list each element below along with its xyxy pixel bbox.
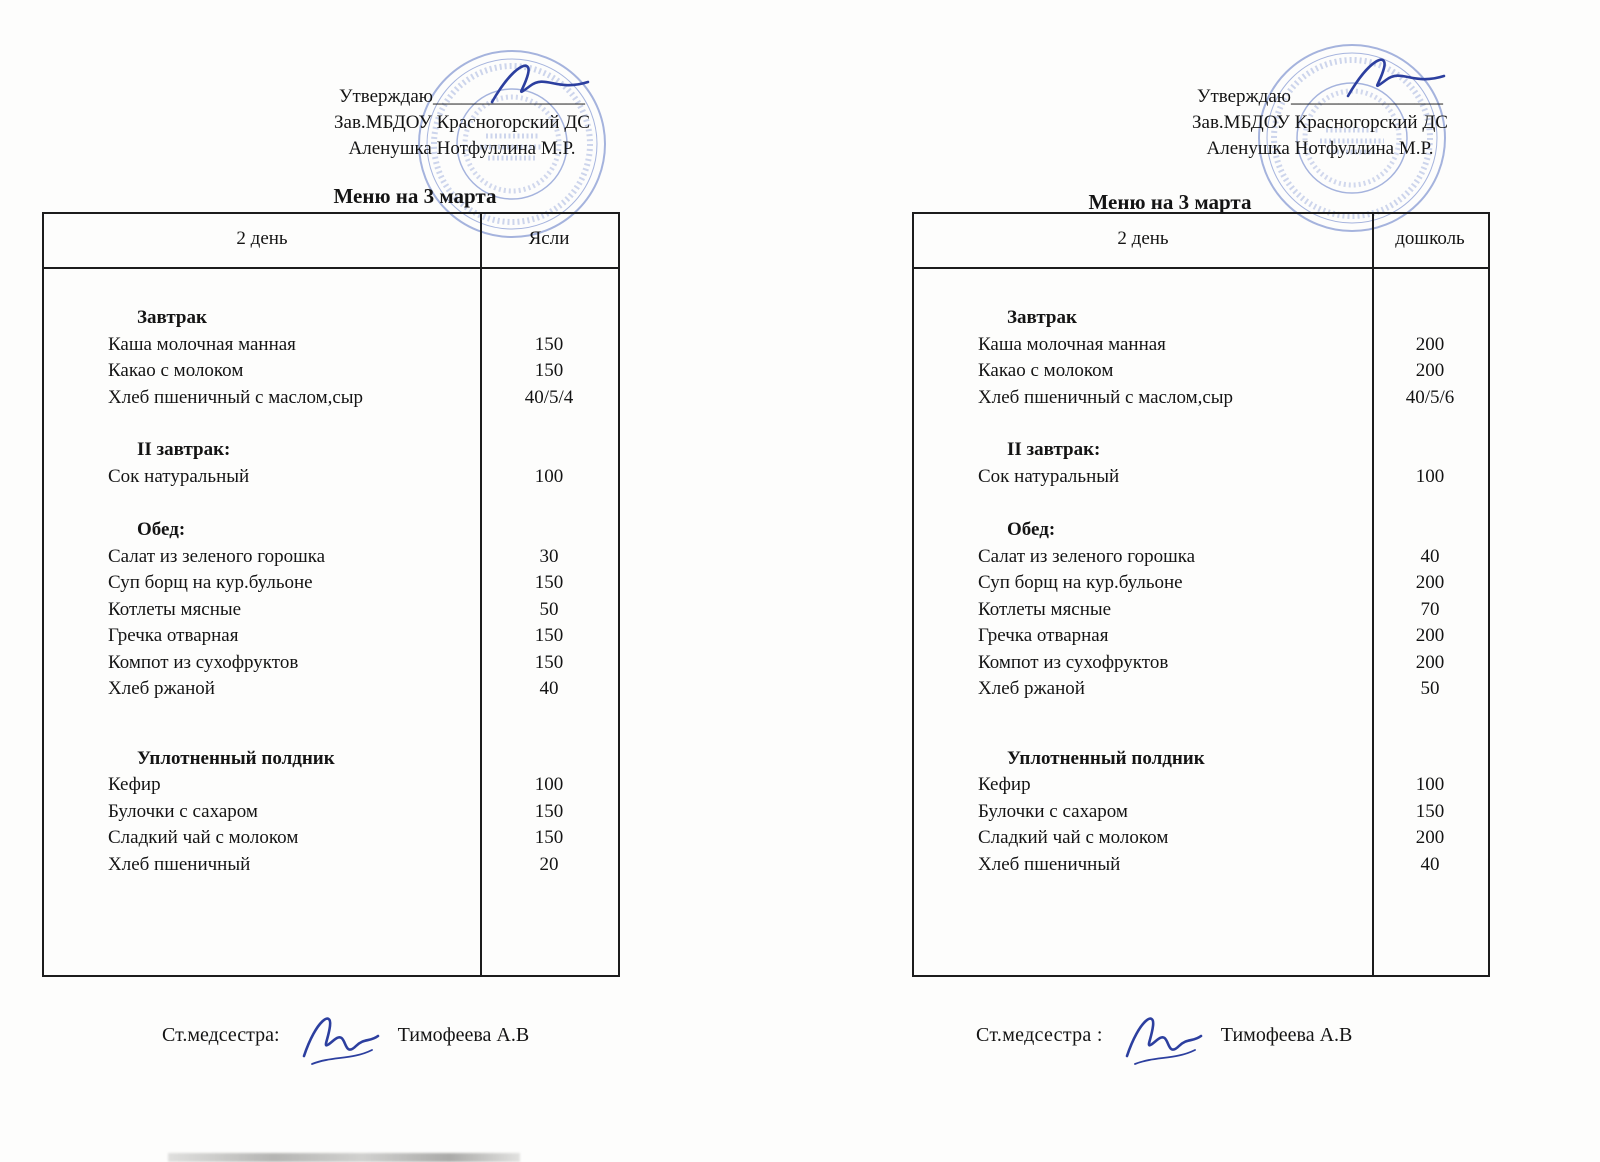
section-heading: Уплотненный полдник: [137, 747, 335, 769]
menu-item-row: [914, 650, 1488, 677]
portion-value: 200: [1415, 360, 1445, 381]
nurse-name: Тимофеева А.В: [397, 1023, 530, 1046]
scan-artifact: [168, 1153, 520, 1162]
menu-item-row: [44, 544, 618, 571]
portion-value: 200: [1415, 651, 1445, 673]
menu-item-row: [44, 852, 618, 879]
dish-name: Сок натуральный: [108, 465, 250, 487]
menu-item-row: [914, 332, 1488, 359]
menu-item-row: [914, 358, 1488, 385]
menu-item-row: [914, 623, 1488, 650]
menu-section: [914, 437, 1488, 490]
dish-name: Хлеб пшеничный: [978, 853, 1121, 875]
portion-value: 50: [1420, 678, 1440, 699]
portion-value: 100: [534, 465, 564, 487]
menu-page-nursery: [42, 0, 620, 1162]
menu-item-row: [914, 544, 1488, 571]
portion-value: 200: [1415, 827, 1445, 848]
dish-name: Сладкий чай с молоком: [108, 827, 299, 848]
section-heading: Завтрак: [137, 307, 207, 328]
approval-line: Утверждаю________________: [339, 86, 585, 107]
dish-name: Хлеб ржаной: [978, 678, 1085, 699]
menu-section: [914, 517, 1488, 703]
portion-value: 40/5/4: [524, 386, 574, 408]
dish-name: Компот из сухофруктов: [978, 651, 1169, 673]
portion-value: 100: [1415, 465, 1445, 487]
dish-name: Кефир: [108, 774, 161, 795]
dish-name: Котлеты мясные: [108, 598, 242, 620]
portion-value: 200: [1415, 572, 1445, 593]
portion-value: 150: [534, 572, 564, 593]
menu-item-row: [914, 825, 1488, 852]
menu-table-body: [44, 269, 618, 878]
portion-value: 150: [534, 651, 564, 673]
dish-name: Гречка отварная: [978, 625, 1109, 646]
portion-value: 40: [1420, 545, 1440, 567]
dish-name: Хлеб ржаной: [108, 678, 215, 699]
menu-item-row: [44, 623, 618, 650]
approval-signature-icon: [1340, 50, 1450, 109]
portion-value: 50: [539, 598, 559, 620]
portion-value: 200: [1415, 333, 1445, 355]
menu-item-row: [44, 358, 618, 385]
dish-name: Хлеб пшеничный: [108, 853, 251, 875]
portion-value: 150: [534, 625, 564, 646]
dish-name: Каша молочная манная: [978, 333, 1166, 355]
dish-name: Каша молочная манная: [108, 333, 296, 355]
approval-signature-icon: [484, 56, 594, 115]
dish-name: Котлеты мясные: [978, 598, 1112, 620]
nurse-signature-row: [976, 1000, 1352, 1070]
portion-value: 40: [1420, 853, 1440, 875]
dish-name: Какао с молоком: [108, 360, 244, 381]
portion-value: 150: [534, 800, 564, 822]
menu-item-row: [44, 464, 618, 491]
nurse-label: Ст.медсестра :: [976, 1023, 1103, 1046]
table-header-row: [44, 214, 618, 269]
menu-item-row: [914, 385, 1488, 412]
menu-item-row: [44, 799, 618, 826]
menu-item-row: [44, 570, 618, 597]
menu-page-preschool: [912, 0, 1490, 1162]
dish-name: Суп борщ на кур.бульоне: [108, 572, 313, 593]
menu-section: [44, 437, 618, 490]
menu-section: [44, 746, 618, 879]
section-heading: Завтрак: [1007, 307, 1077, 328]
nurse-signature-row: [162, 1000, 529, 1070]
nurse-name: Тимофеева А.В: [1220, 1023, 1353, 1046]
dish-name: Салат из зеленого горошка: [108, 545, 326, 567]
menu-item-row: [914, 570, 1488, 597]
nurse-signature-icon: [1119, 1006, 1205, 1076]
menu-item-row: [44, 825, 618, 852]
dish-name: Компот из сухофруктов: [108, 651, 299, 673]
table-header-row: [914, 214, 1488, 269]
menu-section: [44, 305, 618, 411]
portion-value: 150: [534, 827, 564, 848]
menu-section: [914, 746, 1488, 879]
portion-value: 150: [1415, 800, 1445, 822]
portion-value: 150: [534, 360, 564, 381]
dish-name: Хлеб пшеничный с маслом,сыр: [108, 386, 364, 408]
menu-item-row: [44, 772, 618, 799]
dish-name: Сладкий чай с молоком: [978, 827, 1169, 848]
dish-name: Булочки с сахаром: [978, 800, 1128, 822]
menu-item-row: [914, 772, 1488, 799]
approval-line: Аленушка Нотфуллина М.Р.: [1206, 138, 1434, 159]
menu-item-row: [44, 676, 618, 703]
dish-name: Булочки с сахаром: [108, 800, 258, 822]
menu-item-row: [44, 385, 618, 412]
menu-table: [42, 212, 620, 977]
menu-title: Меню на 3 марта: [333, 184, 497, 208]
section-heading: Уплотненный полдник: [1007, 747, 1205, 769]
menu-item-row: [914, 464, 1488, 491]
menu-section: [914, 305, 1488, 411]
approval-line: Аленушка Нотфуллина М.Р.: [348, 138, 576, 159]
portion-value: 70: [1420, 598, 1440, 620]
group-column-header: Ясли: [528, 228, 570, 249]
section-heading: Обед:: [137, 519, 186, 540]
nurse-label: Ст.медсестра:: [162, 1023, 280, 1046]
dish-name: Кефир: [978, 774, 1031, 795]
dish-name: Салат из зеленого горошка: [978, 545, 1196, 567]
group-column-header: дошколь: [1395, 228, 1465, 249]
dish-name: Гречка отварная: [108, 625, 239, 646]
menu-item-row: [44, 332, 618, 359]
menu-table: [912, 212, 1490, 977]
section-heading: II завтрак:: [1007, 439, 1101, 460]
portion-value: 150: [534, 333, 564, 355]
menu-item-row: [914, 799, 1488, 826]
portion-value: 100: [1415, 774, 1445, 795]
day-column-header: 2 день: [1117, 228, 1169, 249]
section-heading: Обед:: [1007, 519, 1056, 540]
portion-value: 40/5/6: [1405, 386, 1455, 408]
approval-line: Зав.МБДОУ Красногорский ДС: [334, 112, 590, 133]
portion-value: 40: [539, 678, 559, 699]
day-column-header: 2 день: [236, 228, 288, 249]
portion-value: 30: [539, 545, 559, 567]
nurse-signature-icon: [296, 1006, 382, 1076]
menu-item-row: [44, 597, 618, 624]
menu-section: [44, 517, 618, 703]
menu-item-row: [914, 597, 1488, 624]
approval-line: Зав.МБДОУ Красногорский ДС: [1192, 112, 1448, 133]
portion-value: 20: [539, 853, 559, 875]
menu-title: Меню на 3 марта: [1088, 190, 1252, 214]
portion-value: 200: [1415, 625, 1445, 646]
dish-name: Суп борщ на кур.бульоне: [978, 572, 1183, 593]
portion-value: 100: [534, 774, 564, 795]
menu-item-row: [914, 676, 1488, 703]
menu-table-body: [914, 269, 1488, 878]
dish-name: Какао с молоком: [978, 360, 1114, 381]
menu-item-row: [44, 650, 618, 677]
dish-name: Сок натуральный: [978, 465, 1120, 487]
section-heading: II завтрак:: [137, 439, 231, 460]
dish-name: Хлеб пшеничный с маслом,сыр: [978, 386, 1234, 408]
approval-line: Утверждаю________________: [1197, 86, 1443, 107]
menu-item-row: [914, 852, 1488, 879]
